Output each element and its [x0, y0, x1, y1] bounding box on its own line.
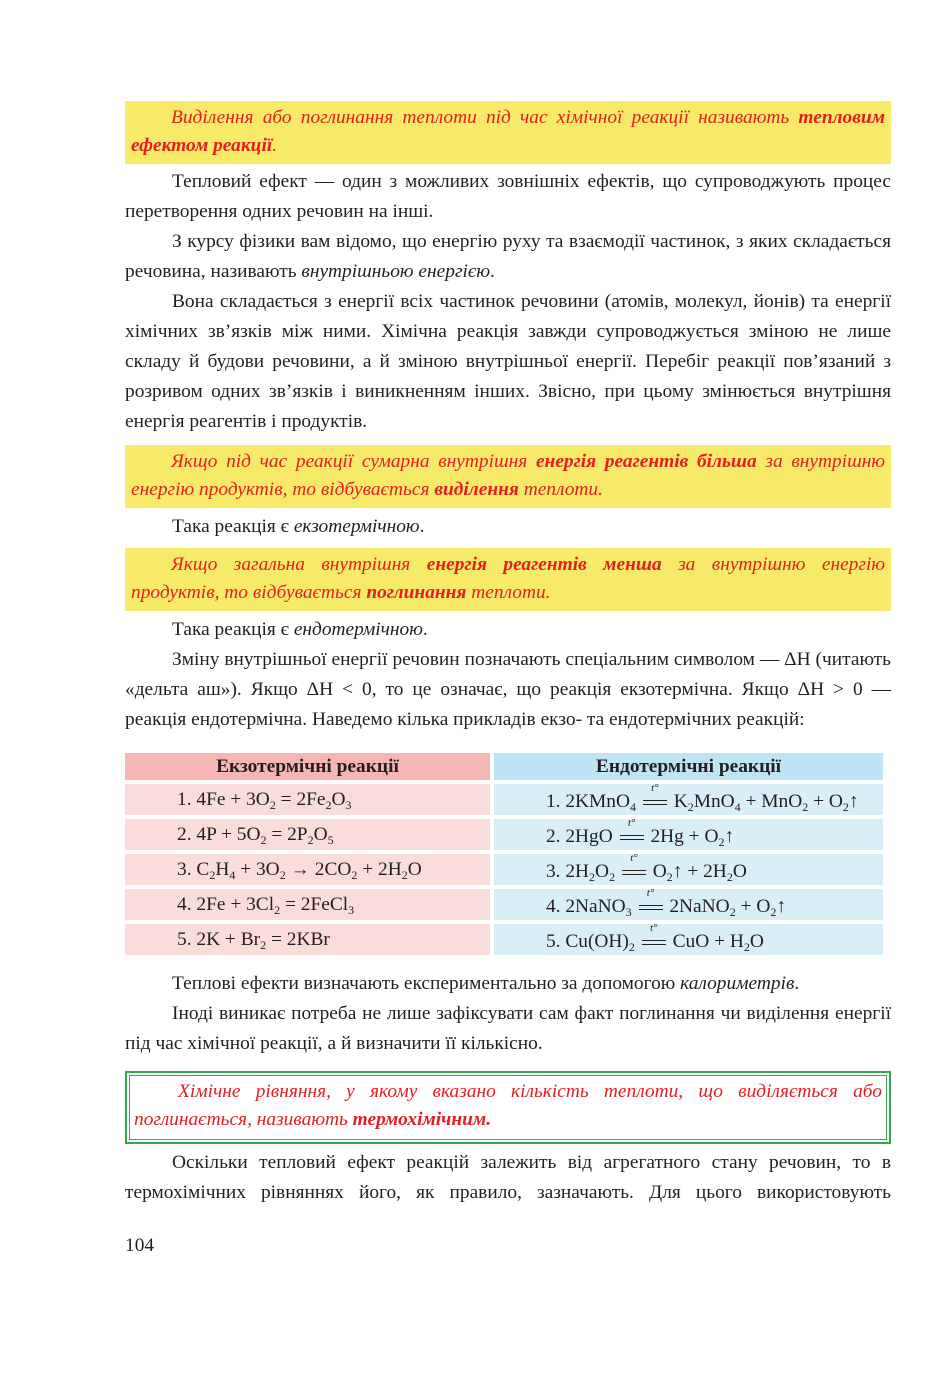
paragraph-quantify: Іноді виникає потреба не лише зафіксувати сам факт поглинання чи виділення енергії під час хімічної реакції, а й визначити її кількісно.: [125, 1003, 891, 1054]
paragraph-text: З курсу фізики вам відомо, що енергію руху та взаємодії частинок, з яких складається речовина, називають: [125, 231, 891, 282]
heat-arrow: t°: [641, 927, 667, 949]
exo-reaction-2: 2. $4P + 5O_2 = 2P_2O_5$: [125, 819, 490, 850]
exo-reaction-3: 3. $C_2H_4 + 3O_2 \to 2CO_2 + 2H_2O$: [125, 854, 490, 885]
exo-reaction-5: 5. $2K + Br_2 = 2KBr$: [125, 924, 490, 955]
paragraph-energy-composition: Вона складається з енергії всіх частинок речовини (атомів, молекул, йонів) та енергії хімічних зв’язків між ними. Хімічна реакція завжди супроводжується зміною не лише складу й будови речовини, а й зміною внутрішньої енергії. Перебіг реакції пов’язаний з розривом одних зв’язків і виникненням інших. Звісно, при цьому змінюється внутрішня енергія реагентів і продуктів.: [125, 291, 891, 432]
paragraph-heat-effect: Тепловий ефект — один з можливих зовнішніх ефектів, що супроводжують процес перетворення одних речовин на інші.: [125, 171, 891, 222]
rule-text: за внутрішню енергію продуктів, то відбувається: [131, 554, 886, 603]
definition-term: тепловим ефектом реакції: [131, 107, 885, 156]
rule-text: теплоти.: [518, 479, 603, 500]
rule-term: енергія реагентів більша: [535, 451, 757, 472]
rule-text: теплоти.: [466, 582, 551, 603]
rule-term: поглинання: [366, 582, 467, 603]
definition-text: Хімічне рівняння, у якому вказано кількість теплоти, що виділяється або поглинається, називають: [134, 1081, 882, 1130]
paragraph-calorimeters: [125, 969, 891, 999]
line-tail: .: [422, 619, 428, 640]
endothermic-header: Ендотермічні реакції: [494, 753, 883, 780]
paragraph-tail: .: [490, 261, 495, 282]
rule-text: Якщо під час реакції сумарна внутрішня: [171, 451, 536, 472]
line-term: ендотермічною: [293, 619, 423, 640]
line-term: екзотермічною: [293, 516, 420, 537]
endo-reaction-2: 2. 2HgO t° $2Hg + O_2↑$: [494, 819, 883, 850]
paragraph-text: Теплові ефекти визначають експериментально за допомогою: [172, 973, 681, 994]
paragraph-aggregate-state: Оскільки тепловий ефект реакцій залежить від агрегатного стану речовин, то в термохімічних рівняннях його, як правило, зазначають. Для цього використовують: [125, 1152, 891, 1203]
paragraph-term: калориметрів: [680, 973, 795, 994]
heat-arrow: t°: [642, 787, 668, 809]
definition-thermochemical: [125, 1071, 891, 1144]
definition-term: термохімічним.: [352, 1109, 492, 1130]
endothermic-line: [125, 615, 891, 645]
endo-reaction-4: 4. 2NaNO$_3$ t° 2NaNO$_2$ + $O_2↑$: [494, 889, 883, 920]
page-number: 104: [125, 1235, 155, 1256]
paragraph-term: внутрішньою енергією: [301, 261, 491, 282]
exothermic-line: [125, 512, 891, 542]
definition-heat-effect: [125, 101, 891, 164]
endo-reaction-5: 5. $Cu(OH)_2$ t° CuO + $H_2O$: [494, 924, 883, 955]
endo-reaction-1: 1. 2KMnO$_4$ t° $K_2MnO_4 + MnO_2$ + $O_2↑$: [494, 784, 883, 815]
rule-endothermic: [125, 548, 891, 611]
endo-reaction-3: 3. $2H_2O_2$ t° $O_2↑ + 2H_2O$: [494, 854, 883, 885]
line-text: Така реакція є: [172, 516, 294, 537]
reactions-table: [121, 749, 887, 959]
heat-arrow: t°: [619, 822, 645, 844]
paragraph-internal-energy: [125, 227, 891, 287]
exo-reaction-4: 4. $2Fe + 3Cl_2$ = 2FeCl$_3$: [125, 889, 490, 920]
paragraph-tail: .: [794, 973, 800, 994]
rule-text: Якщо загальна внутрішня: [171, 554, 427, 575]
page-content: [125, 101, 891, 1208]
heat-arrow: t°: [638, 892, 664, 914]
rule-exothermic: [125, 445, 891, 508]
paragraph-delta-h: Зміну внутрішньої енергії речовин позначають спеціальним символом — ΔH (читають «дельта аш»). Якщо ΔH < 0, то це означає, що реакція екзотермічна. Якщо ΔH > 0 — реакція ендотермічна. Наведемо кілька прикладів екзо- та ендотермічних реакцій:: [125, 649, 891, 730]
definition-text: Виділення або поглинання теплоти під час хімічної реакції називають: [171, 107, 799, 128]
line-text: Така реакція є: [172, 619, 294, 640]
line-tail: .: [419, 516, 425, 537]
rule-term: виділення: [434, 479, 519, 500]
exothermic-header: Екзотермічні реакції: [125, 753, 490, 780]
rule-term: енергія реагентів менша: [426, 554, 662, 575]
rule-text: за внутрішню енергію продуктів, то відбувається: [131, 451, 885, 500]
exo-reaction-1: 1. $4Fe + 3O_2 = 2Fe_2O_3$: [125, 784, 490, 815]
heat-arrow: t°: [621, 857, 647, 879]
definition-tail: .: [272, 135, 278, 156]
